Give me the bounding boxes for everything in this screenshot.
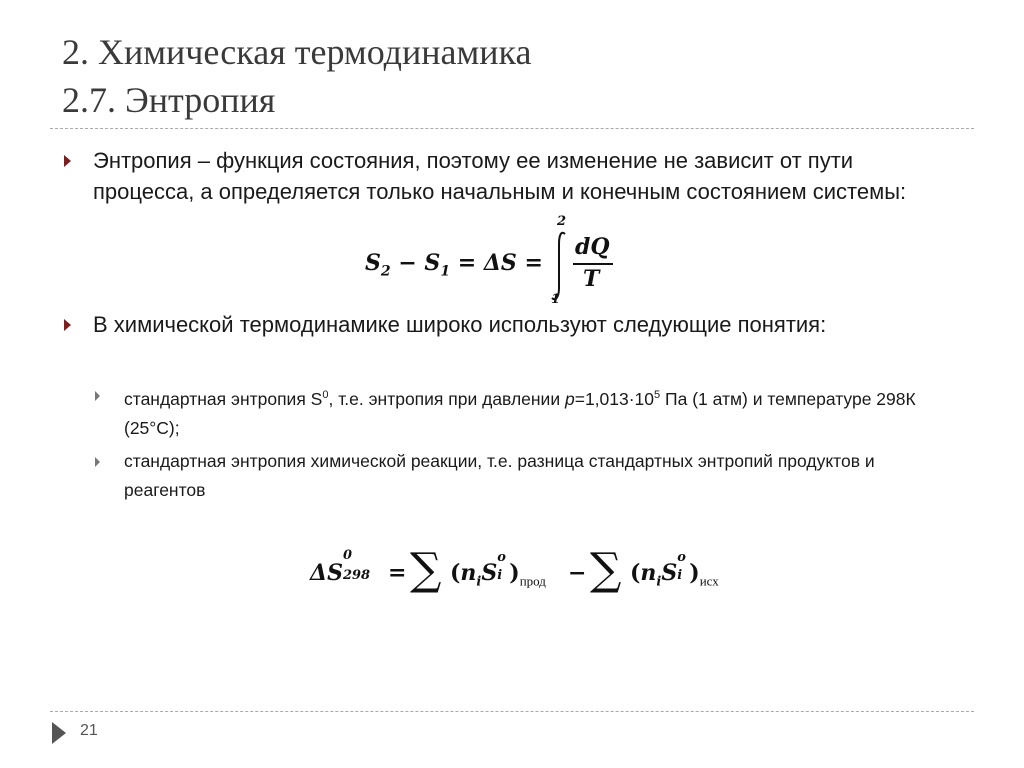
formula-term-reactants: ($n_iS$ o i )$_{исх}$ — [630, 550, 719, 590]
formula-delta-s: ΔS — [310, 560, 343, 586]
sub-bullet-arrow-icon — [95, 391, 100, 401]
formula-term-products: ($n_iS$ o i )$_{прод}$ — [450, 550, 546, 590]
bullet-1: Энтропия – функция состояния, поэтому ее изменение не зависит от пути процесса, а определяется только начальным и конечным состоянием системы: — [93, 148, 907, 204]
bullet-arrow-icon — [64, 319, 71, 331]
integral-lower-limit: 1 — [551, 292, 561, 307]
slide-title — [62, 28, 531, 124]
formula-equals: = — [388, 560, 407, 586]
integral-upper-limit: 2 — [557, 214, 567, 229]
top-divider — [50, 128, 974, 129]
next-slide-arrow-icon[interactable] — [52, 722, 66, 744]
sub-bullet-arrow-icon — [95, 457, 100, 467]
title-line-2: 2.7. Энтропия — [62, 80, 276, 120]
formula-sup-sub: 0 298 — [342, 548, 371, 583]
bottom-divider — [50, 711, 974, 712]
formula-equals: = — [457, 250, 477, 276]
fraction-bar — [573, 263, 613, 265]
fraction-denominator: T — [583, 266, 600, 292]
bullet-arrow-icon — [64, 155, 71, 167]
formula-s1: $S_1$ — [424, 250, 451, 280]
bullet-2: В химической термодинамике широко используют следующие понятия: — [93, 312, 827, 337]
sub-bullet-2: стандартная энтропия химической реакции, т.е. разница стандартных энтропий продуктов и реагентов — [124, 451, 875, 500]
entropy-change-formula — [365, 216, 625, 308]
formula-minus: − — [568, 560, 587, 586]
reaction-entropy-formula — [310, 540, 750, 610]
sum-icon: ∑ — [410, 544, 442, 595]
sum-icon: ∑ — [590, 544, 622, 595]
formula-delta-s: ΔS — [483, 250, 517, 276]
formula-equals-2: = — [524, 250, 543, 276]
page-number: 21 — [80, 722, 98, 739]
formula-minus: − — [398, 250, 417, 276]
title-line-1: 2. Химическая термодинамика — [62, 32, 532, 72]
fraction-numerator: dQ — [575, 234, 610, 260]
formula-s2: $S_2$ — [365, 250, 391, 280]
sub-bullet-1: стандартная энтропия $S^0$, т.е. энтропия при давлении $p=1,013\cdot 10^5$ Па (1 атм) и температуре 298К (25°С); — [124, 388, 916, 438]
